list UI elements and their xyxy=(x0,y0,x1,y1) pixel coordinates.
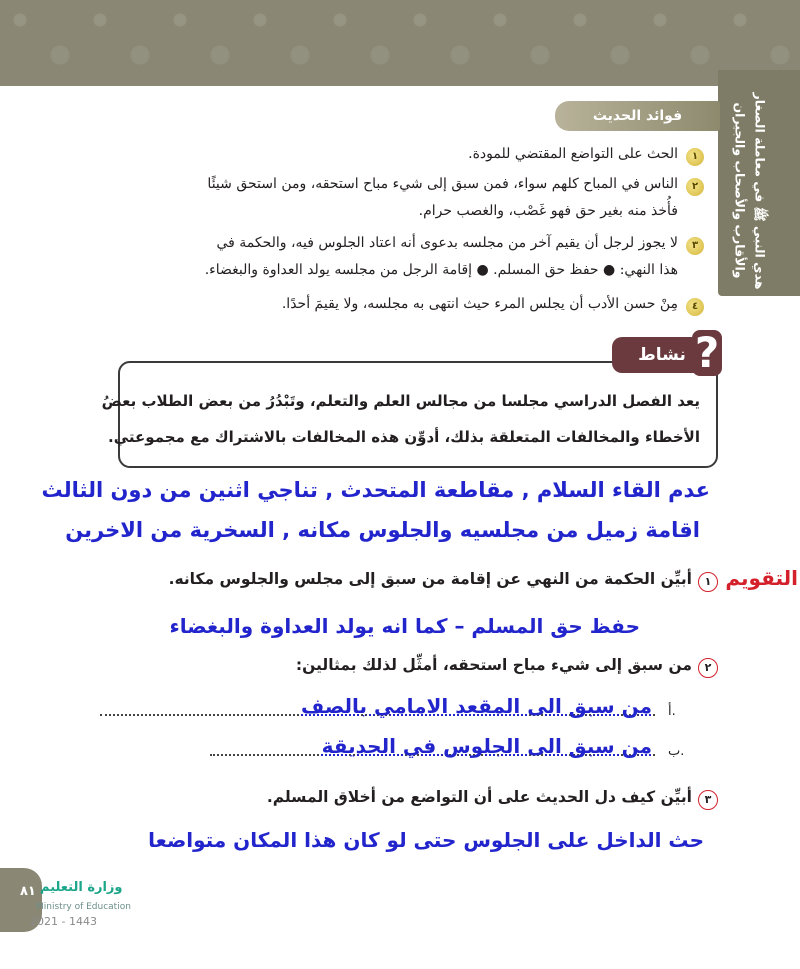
top-decorative-band xyxy=(0,0,800,92)
activity-prompt-line-2: الأخطاء والمخالفات المتعلقة بذلك، أدوِّن هذه المخالفات بالاشتراك مع مجموعتي. xyxy=(108,428,700,446)
evaluation-title: التقويم xyxy=(725,566,798,590)
activity-prompt-line-1: يعد الفصل الدراسي مجلسا من مجالس العلم والتعلم، وتَبْدُرُ من بعض الطلاب بعضُ xyxy=(101,392,700,410)
chapter-title-line-1: هدي النبي ﷺ في معاملة الصغار xyxy=(752,92,768,290)
benefit-number-4: ٤ xyxy=(686,298,704,316)
sub-answer-letter-a: أ. xyxy=(668,704,676,719)
question-3-text: أبيِّن كيف دل الحديث على أن التواضع من أخلاق المسلم. xyxy=(266,788,692,806)
question-number-1: ١ xyxy=(698,572,718,592)
ministry-logo-english: Ministry of Education xyxy=(36,902,131,912)
activity-answer-line-1[interactable]: عدم القاء السلام , مقاطعة المتحدث , تناجي اثنين من دون الثالث xyxy=(41,478,710,502)
activity-tag-label: نشاط xyxy=(638,345,686,365)
benefit-number-3: ٣ xyxy=(686,237,704,255)
benefit-3-line-2: هذا النهي: ● حفظ حق المسلم. ● إقامة الرجل من مجلسه يولد العداوة والبغضاء. xyxy=(204,262,678,278)
question-mark-icon: ? xyxy=(692,330,722,376)
sub-answer-a[interactable]: من سبق الى المقعد الامامي بالصف xyxy=(301,694,652,718)
sub-answer-letter-b: ب. xyxy=(668,744,685,759)
question-number-3: ٣ xyxy=(698,790,718,810)
chapter-title xyxy=(722,92,796,288)
ministry-logo-text: وزارة التعليم xyxy=(40,880,123,895)
activity-answer-line-2[interactable]: اقامة زميل من مجلسيه والجلوس مكانه , السخرية من الاخرين xyxy=(65,518,700,542)
benefit-3-line-1: لا يجوز لرجل أن يقيم آخر من مجلسه بدعوى أنه اعتاد الجلوس فيه، والحكمة في xyxy=(216,235,678,251)
question-3-answer[interactable]: حث الداخل على الجلوس حتى لو كان هذا المكان متواضعا xyxy=(148,828,704,852)
benefit-number-1: ١ xyxy=(686,148,704,166)
question-number-2: ٢ xyxy=(698,658,718,678)
page-number: ٨١ xyxy=(20,884,36,899)
question-1-answer[interactable]: حفظ حق المسلم – كما انه يولد العداوة والبغضاء xyxy=(169,614,640,638)
benefit-4-line-1: مِنْ حسن الأدب أن يجلس المرء حيث انتهى به مجلسه، ولا يقيمَ أحدًا. xyxy=(281,296,678,312)
benefit-2-line-1: الناس في المباح كلهم سواء، فمن سبق إلى شيء مباح استحقه، ومن استحق شيئًا xyxy=(207,176,678,192)
question-1-text: أبيِّن الحكمة من النهي عن إقامة من سبق إلى مجلس والجلوس مكانه. xyxy=(168,570,692,588)
chapter-title-line-2: والأقارب والأصحاب والجيران xyxy=(732,102,748,279)
benefit-1-line-1: الحث على التواضع المقتضي للمودة. xyxy=(468,146,678,162)
edition-year: 2021 - 1443 xyxy=(30,915,97,928)
question-2-text: من سبق إلى شيء مباح استحقه، أمثِّل لذلك بمثالين: xyxy=(295,656,692,674)
activity-box xyxy=(101,361,718,468)
benefit-number-2: ٢ xyxy=(686,178,704,196)
sub-answer-b[interactable]: من سبق الى الجلوس في الحديقة xyxy=(321,734,652,758)
benefits-heading: فوائد الحديث xyxy=(555,101,720,131)
benefit-2-line-2: فأُخذ منه بغير حق فهو غَصْب، والغصب حرام. xyxy=(418,203,678,219)
